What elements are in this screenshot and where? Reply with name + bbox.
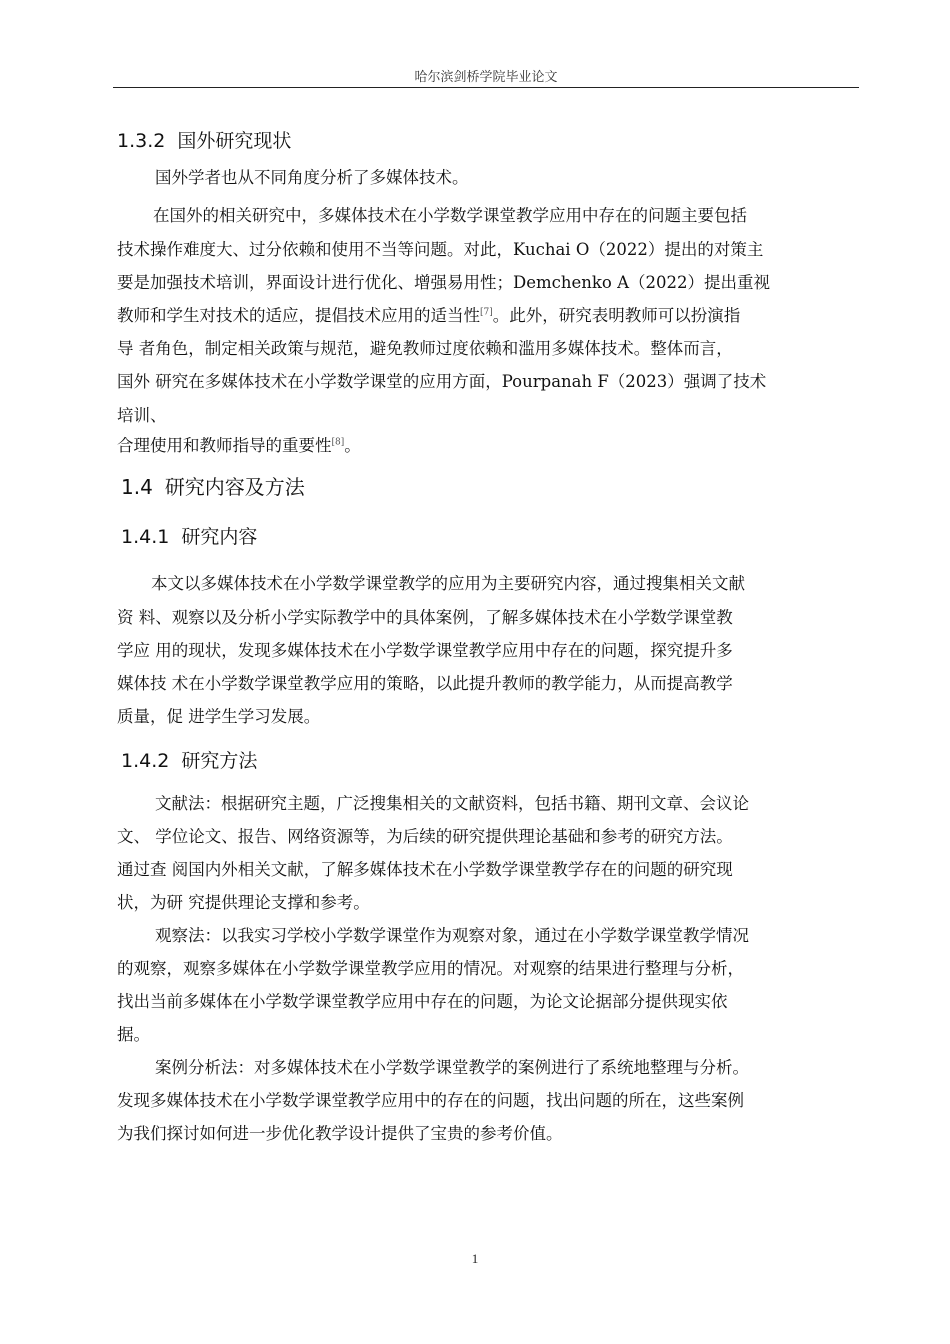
- section-number: 1.4.2: [121, 750, 170, 772]
- paragraph-text: 教师和学生对技术的适应，提倡技术应用的适当性: [117, 306, 480, 325]
- paragraph-line: 培训、: [117, 406, 167, 425]
- section-heading-1-4-2: [121, 746, 257, 773]
- section-title: 国外研究现状: [177, 130, 292, 152]
- paragraph-line: 为我们探讨如何进一步优化教学设计提供了宝贵的参考价值。: [117, 1124, 563, 1143]
- paragraph-line: 国外 研究在多媒体技术在小学数学课堂的应用方面，Pourpanah F（2023）强调了技术: [117, 372, 767, 391]
- paragraph-line: 文献法：根据研究主题，广泛搜集相关的文献资料，包括书籍、期刊文章、会议论: [155, 794, 749, 813]
- paragraph-line: 本文以多媒体技术在小学数学课堂教学的应用为主要研究内容，通过搜集相关文献: [151, 574, 745, 593]
- paragraph-line: 通过查 阅国内外相关文献，了解多媒体技术在小学数学课堂教学存在的问题的研究现: [117, 860, 733, 879]
- paragraph-line-with-citation: [117, 432, 361, 456]
- paragraph-line: 技术操作难度大、过分依赖和使用不当等问题。对此，Kuchai O（2022）提出的对策主: [117, 240, 764, 259]
- section-title: 研究内容: [181, 526, 258, 548]
- paragraph-line: 在国外的相关研究中，多媒体技术在小学数学课堂教学应用中存在的问题主要包括: [153, 206, 747, 225]
- running-header: 哈尔滨剑桥学院毕业论文: [414, 70, 558, 85]
- paragraph-line: 案例分析法：对多媒体技术在小学数学课堂教学的案例进行了系统地整理与分析。: [155, 1058, 749, 1077]
- citation-marker: [7]: [480, 307, 493, 318]
- paragraph-line: 据。: [117, 1025, 150, 1044]
- paragraph-line: 观察法：以我实习学校小学数学课堂作为观察对象，通过在小学数学课堂教学情况: [155, 926, 749, 945]
- paragraph-line: 的观察，观察多媒体在小学数学课堂教学应用的情况。对观察的结果进行整理与分析，: [117, 959, 744, 978]
- section-heading-1-4: [121, 471, 305, 500]
- citation-marker: [8]: [331, 437, 345, 448]
- paragraph-text: 合理使用和教师指导的重要性: [117, 436, 332, 455]
- paragraph-line: 国外学者也从不同角度分析了多媒体技术。: [155, 168, 469, 187]
- section-number: 1.3.2: [117, 130, 166, 152]
- paragraph-line: 文、 学位论文、报告、网络资源等，为后续的研究提供理论基础和参考的研究方法。: [117, 827, 733, 846]
- paragraph-text: 。: [344, 436, 361, 455]
- paragraph-line: 状，为研 究提供理论支撑和参考。: [117, 893, 370, 912]
- paragraph-line: 导 者角色，制定相关政策与规范，避免教师过度依赖和滥用多媒体技术。整体而言，: [117, 339, 733, 358]
- paragraph-line: 发现多媒体技术在小学数学课堂教学应用中的存在的问题，找出问题的所在，这些案例: [117, 1091, 744, 1110]
- paragraph-line-with-citation: [117, 302, 740, 326]
- section-heading-1-3-2: [117, 126, 291, 153]
- section-title: 研究内容及方法: [164, 475, 305, 499]
- paragraph-line: 质量，促 进学生学习发展。: [117, 707, 321, 726]
- section-number: 1.4.1: [121, 526, 170, 548]
- section-number: 1.4: [121, 475, 153, 499]
- paragraph-line: 学应 用的现状，发现多媒体技术在小学数学课堂教学应用中存在的问题，探究提升多: [117, 641, 733, 660]
- paragraph-line: 找出当前多媒体在小学数学课堂教学应用中存在的问题，为论文论据部分提供现实依: [117, 992, 728, 1011]
- paragraph-text: 。此外，研究表明教师可以扮演指: [492, 306, 741, 325]
- page-number: 1: [471, 1251, 479, 1266]
- paragraph-line: 媒体技 术在小学数学课堂教学应用的策略，以此提升教师的教学能力，从而提高教学: [117, 674, 733, 693]
- header-divider: [113, 87, 859, 88]
- paragraph-line: 资 料、观察以及分析小学实际教学中的具体案例，了解多媒体技术在小学数学课堂教: [117, 608, 733, 627]
- section-heading-1-4-1: [121, 522, 257, 549]
- section-title: 研究方法: [181, 750, 258, 772]
- paragraph-line: 要是加强技术培训，界面设计进行优化、增强易用性；Demchenko A（2022）提出重视: [117, 273, 770, 292]
